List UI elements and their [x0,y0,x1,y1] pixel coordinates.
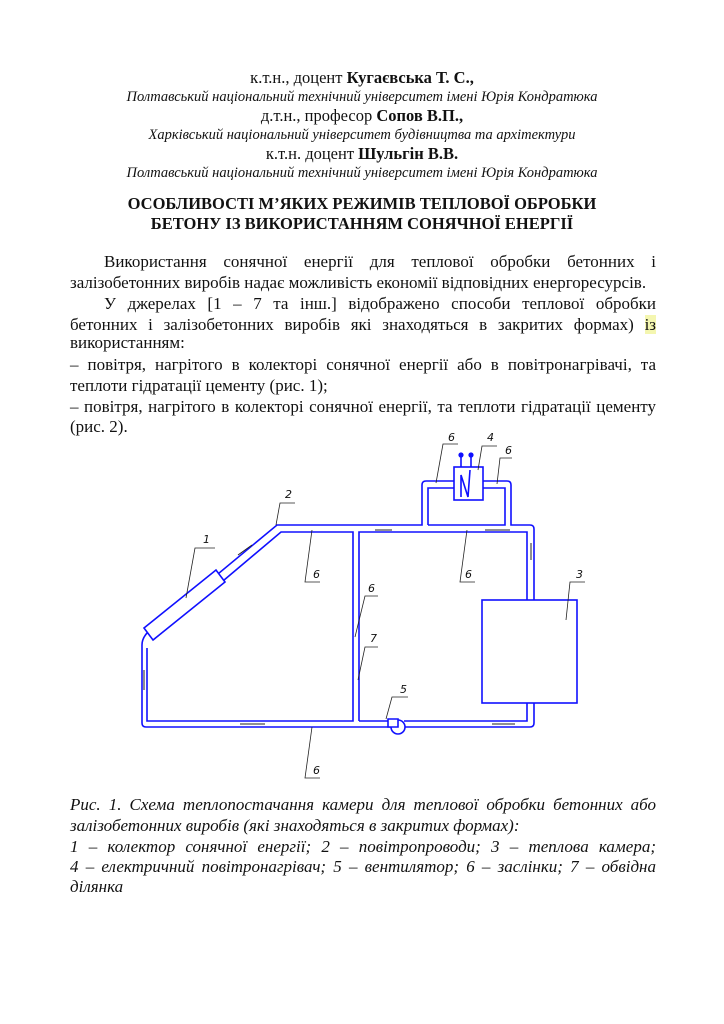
list-item-line: (рис. 2). [70,417,128,436]
label-chamber: 3 [576,568,583,581]
body-line: залізобетонних виробів надає можливість економії відповідних енергоресурсів. [70,273,647,292]
heat-chamber [482,600,577,703]
label-fan: 5 [400,683,407,696]
figure-legend-line: 1 – колектор сонячної енергії; 2 – повітропроводи; 3 – теплова камера; [70,837,656,856]
solar-collector [144,570,225,640]
author-name: Кугаєвська Т. С., [346,68,474,87]
fan-icon [388,719,405,734]
label-damper: 6 [465,568,472,581]
author-affiliation: Полтавський національний технічний університет імені Юрія Кондратюка [126,89,598,105]
author-name: Шульгін В.В. [358,144,459,163]
label-damper: 6 [368,582,375,595]
author-degree: д.т.н., професор [260,106,377,125]
label-bypass: 7 [370,632,377,645]
author-affiliation: Полтавський національний технічний університет імені Юрія Кондратюка [126,165,598,181]
author-degree: к.т.н. доцент [265,144,359,163]
air-ducts [142,481,534,727]
highlighted-word: із [644,315,657,334]
author-degree: к.т.н., доцент [250,68,347,87]
label-damper: 6 [448,431,455,444]
figure-caption-line: Рис. 1. Схема теплопостачання камери для теплової обробки бетонних або [70,795,656,814]
author-name: Сопов В.П., [376,106,464,125]
label-ducts: 2 [285,488,292,501]
list-item-line: теплоти гідратації цементу (рис. 1); [70,376,328,395]
figure-legend-line: ділянка [70,877,124,896]
author-affiliation: Харківський національний університет будівництва та архітектури [148,127,576,143]
label-damper: 6 [313,568,320,581]
body-line: У джерелах [1 – 7 та інш.] відображено способи теплової обробки [104,294,656,313]
paper-title-line: БЕТОНУ ІЗ ВИКОРИСТАННЯМ СОНЯЧНОЇ ЕНЕРГІЇ [150,214,574,233]
figure-legend-line: 4 – електричний повітронагрівач; 5 – вентилятор; 6 – заслінки; 7 – обвідна [70,857,656,876]
body-line: використанням: [70,333,185,352]
label-heater: 4 [487,431,494,444]
label-damper: 6 [313,764,320,777]
figure-caption-line: залізобетонних виробів (які знаходяться в закритих формах): [70,816,520,835]
flow-arrows [144,530,531,724]
paper-title-line: ОСОБЛИВОСТІ М’ЯКИХ РЕЖИМІВ ТЕПЛОВОЇ ОБРОБКИ [127,194,597,213]
body-text: бетонних і залізобетонних виробів які знаходяться в закритих формах) [70,315,634,334]
body-line: Використання сонячної енергії для теплової обробки бетонних і [104,252,656,271]
list-item-line: – повітря, нагрітого в колекторі сонячної енергії або в повітронагрівачі, та [70,355,656,374]
label-damper: 6 [505,444,512,457]
list-item-line: – повітря, нагрітого в колекторі сонячної енергії, та теплоти гідратації цементу [70,397,656,416]
label-collector: 1 [203,533,210,546]
heater-box [454,453,483,500]
